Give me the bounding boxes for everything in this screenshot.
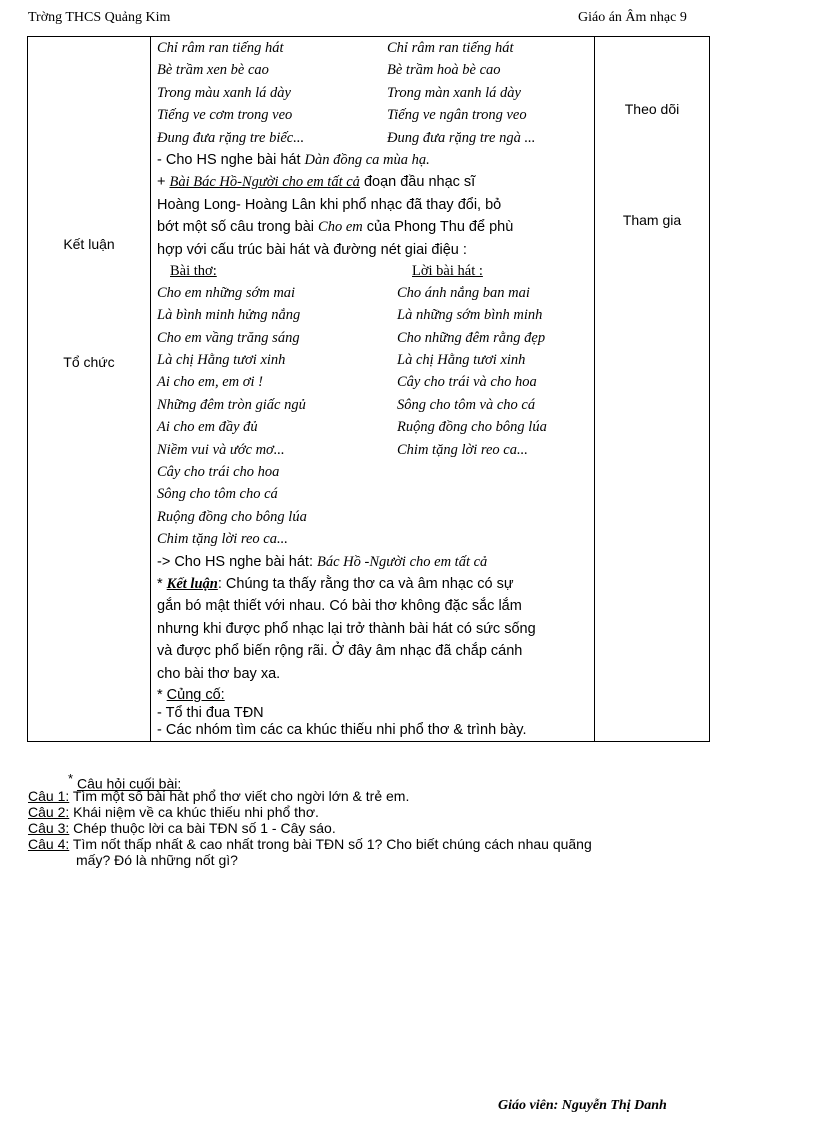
student-column <box>595 37 710 742</box>
teacher-signature: Giáo viên: Nguyễn Thị Danh <box>498 1098 667 1113</box>
label-tham-gia: Tham gia <box>622 212 682 228</box>
poem-line-left: Đung đưa rặng tre biếc... <box>157 129 305 146</box>
poem-tail-line: Ruộng đồng cho bông lúa <box>157 508 307 525</box>
lesson-table <box>27 36 710 742</box>
compare-line-left: Cho em những sớm mai <box>157 284 296 301</box>
question-item: Câu 1: Tìm một số bài hát phổ thơ viết cho ngời lớn & trẻ em. <box>28 788 410 804</box>
poem-line-right: Đung đưa rặng tre ngà ... <box>387 129 536 146</box>
poem-top <box>157 37 594 149</box>
compare-line-right: Sông cho tôm và cho cá <box>397 396 536 413</box>
compare-line-right: Cho ánh nắng ban mai <box>397 284 530 301</box>
consolidate-item-1: - Tổ thi đua TĐN <box>157 704 264 721</box>
compare-line <box>157 282 594 304</box>
conclusion-line-4: và được phổ biến rộng rãi. Ở đây âm nhạc đã chắp cánh <box>157 643 523 660</box>
poem-line-right: Bè trầm hoà bè cao <box>387 62 501 79</box>
compare-line-right: Cây cho trái và cho hoa <box>397 374 537 391</box>
question-item: Câu 4: Tìm nốt thấp nhất & cao nhất trong bài TĐN số 1? Cho biết chúng cách nhau quãng <box>28 836 592 852</box>
song-title: Bài Bác Hồ-Người cho em tất cả <box>169 174 360 191</box>
compare-line-left: Là bình minh hửng nắng <box>157 307 301 324</box>
intro-line-1: + Bài Bác Hồ-Người cho em tất cả đoạn đầu nhạc sĩ <box>157 174 476 191</box>
label-theo-doi: Theo dõi <box>624 101 680 117</box>
compare-line-left: Cho em vầng trăng sáng <box>157 329 300 346</box>
compare-line <box>157 439 594 461</box>
listen-line-1: - Cho HS nghe bài hát Dàn đồng ca mùa hạ. <box>157 151 430 168</box>
compare-line-left: Ai cho em, em ơi ! <box>157 374 263 391</box>
conclusion-line-2: gắn bó mật thiết với nhau. Có bài thơ không đặc sắc lắm <box>157 598 522 615</box>
listen-line-2: -> Cho HS nghe bài hát: Bác Hồ -Người cho em tất cả <box>157 553 488 570</box>
poem-tail <box>157 461 594 551</box>
compare-line-right: Là chị Hằng tươi xinh <box>397 352 526 369</box>
compare-line <box>157 371 594 393</box>
poem-line-left: Trong màu xanh lá dày <box>157 84 291 101</box>
compare-line-left: Những đêm tròn giấc ngủ <box>157 396 306 413</box>
conclusion-line-1: * Kết luận: Chúng ta thấy rằng thơ ca và âm nhạc có sự <box>157 575 514 592</box>
label-ket-luan: Kết luận <box>63 236 115 252</box>
compare-line-right: Là những sớm bình minh <box>397 307 543 324</box>
consolidate-heading: * Củng cố: <box>157 686 225 703</box>
header-school: Trờng THCS Quảng Kim <box>28 10 171 25</box>
conclusion-line-5: cho bài thơ bay xa. <box>157 665 281 682</box>
questions-title: * Câu hỏi cuối bài: <box>68 771 182 792</box>
poem-line-left: Chỉ râm ran tiếng hát <box>157 40 284 56</box>
poem-tail-line: Sông cho tôm cho cá <box>157 486 278 503</box>
question-item: Câu 2: Khái niệm về ca khúc thiếu nhi phổ thơ. <box>28 804 319 820</box>
poem-compare <box>157 282 594 461</box>
compare-line-left: Niềm vui và ước mơ... <box>157 441 285 458</box>
compare-line-left: Ai cho em đầy đủ <box>157 419 258 436</box>
conclusion-line-3: nhưng khi được phổ nhạc lại trở thành bài hát có sức sống <box>157 620 536 637</box>
compare-line-right: Ruộng đồng cho bông lúa <box>397 419 547 436</box>
intro-line-4: hợp với cấu trúc bài hát và đường nét giai điệu : <box>157 241 467 258</box>
poem-line <box>157 59 594 81</box>
poem-line <box>157 37 594 59</box>
poem-line <box>157 82 594 104</box>
intro-line-2: Hoàng Long- Hoàng Lân khi phổ nhạc đã thay đổi, bỏ <box>157 196 502 213</box>
poem-line-left: Tiếng ve cơm trong veo <box>157 107 293 124</box>
label-to-chuc: Tổ chức <box>63 354 115 370</box>
compare-line <box>157 327 594 349</box>
poem-tail-line: Cây cho trái cho hoa <box>157 464 280 481</box>
activity-column <box>28 37 151 742</box>
poem-line-right: Chỉ râm ran tiếng hát <box>387 40 514 56</box>
compare-line <box>157 349 594 371</box>
header-subject: Giáo án Âm nhạc 9 <box>578 10 687 25</box>
conclusion-label: Kết luận <box>166 575 218 592</box>
poem-line <box>157 104 594 126</box>
compare-line-left: Là chị Hằng tươi xinh <box>157 352 286 369</box>
poem-line <box>157 127 594 149</box>
question-item: Câu 3: Chép thuộc lời ca bài TĐN số 1 - Cây sáo. <box>28 820 336 836</box>
compare-line-right: Chim tặng lời reo ca... <box>397 441 528 458</box>
compare-headings: Bài thơ: Lời bài hát : <box>170 262 483 279</box>
compare-line <box>157 304 594 326</box>
poem-line-left: Bè trầm xen bè cao <box>157 62 269 79</box>
poem-line-right: Trong màn xanh lá dày <box>387 84 521 101</box>
poem-line-right: Tiếng ve ngân trong veo <box>387 107 527 124</box>
compare-line-right: Cho những đêm rằng đẹp <box>397 329 546 346</box>
consolidate-item-2: - Các nhóm tìm các ca khúc thiếu nhi phổ thơ & trình bày. <box>157 721 527 738</box>
compare-line <box>157 416 594 438</box>
content-column <box>151 37 595 742</box>
question-4-continued: mấy? Đó là những nốt gì? <box>76 852 238 868</box>
poem-tail-line: Chim tặng lời reo ca... <box>157 531 288 548</box>
compare-line <box>157 394 594 416</box>
intro-line-3: bớt một số câu trong bài Cho em của Phong Thu để phù <box>157 219 514 236</box>
